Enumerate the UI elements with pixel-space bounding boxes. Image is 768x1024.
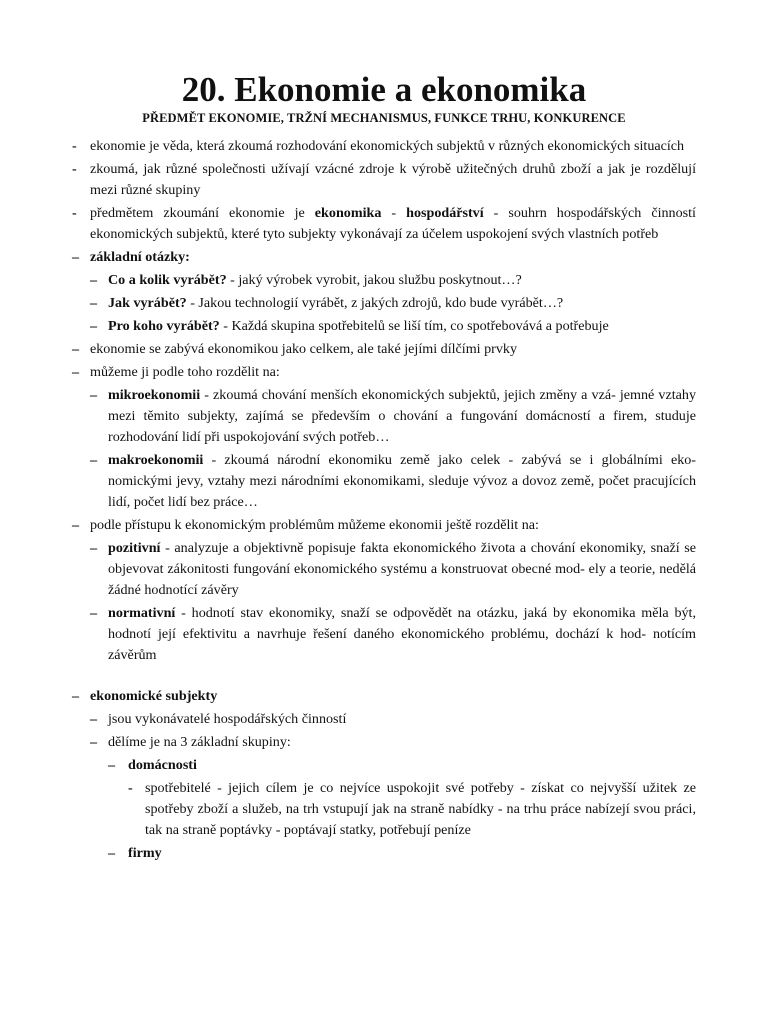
bold-term: mikroekonomii: [108, 387, 201, 403]
item-text: - zkoumá chování menších ekonomických subjektů, jejich změny a vzá- jemné vztahy mezi těmito subjekty, zajímá se především o chování a fungování domácností a firem, studuje rozhodování lidí při uspokojování svých potřeb…: [108, 387, 696, 445]
list-item: [72, 732, 696, 753]
list-item: [72, 247, 696, 268]
bullet-marker: –: [90, 734, 98, 750]
bullet-marker: –: [90, 318, 98, 334]
item-text: - analyzuje a objektivně popisuje fakta ekonomického života a chování ekonomiky, snaží se objevovat zákonitosti fungování ekonomického systému a konstruovat obecné mod- ely a teorie, nedělá žádné hodnotící závěry: [108, 540, 696, 598]
bold-term: hospodářství: [406, 205, 484, 221]
bold-term: ekonomika: [314, 205, 382, 221]
bullet-marker: -: [128, 780, 133, 796]
bold-term: normativní: [108, 605, 176, 621]
bold-term: domácnosti: [128, 757, 197, 773]
item-text: podle přístupu k ekonomickým problémům můžeme ekonomii ještě rozdělit na:: [90, 517, 539, 533]
item-text: - Jakou technologií vyrábět, z jakých zdrojů, kdo bude vyrábět…?: [186, 295, 564, 311]
bullet-marker: -: [72, 205, 77, 221]
item-text: ekonomie je věda, která zkoumá rozhodování ekonomických subjektů v různých ekonomických situacích: [90, 138, 685, 154]
bullet-marker: –: [72, 688, 80, 704]
item-text: dělíme je na 3 základní skupiny:: [108, 734, 291, 750]
bold-term: Pro koho vyrábět?: [108, 318, 220, 334]
bullet-marker: –: [72, 249, 80, 265]
bold-term: Co a kolik vyrábět?: [108, 272, 227, 288]
list-item: [72, 538, 696, 601]
item-text: - jaký výrobek vyrobit, jakou službu poskytnout…?: [226, 272, 522, 288]
list-item: [72, 603, 696, 666]
list-item: [72, 755, 696, 776]
list-item: [72, 709, 696, 730]
list-item: [72, 203, 696, 245]
bullet-marker: –: [90, 387, 98, 403]
bullet-marker: -: [72, 138, 77, 154]
list-item: [72, 316, 696, 337]
bullet-marker: –: [90, 295, 98, 311]
bold-term: ekonomické subjekty: [90, 688, 218, 704]
item-text: jsou vykonávatelé hospodářských činností: [108, 711, 347, 727]
bold-term: Jak vyrábět?: [108, 295, 187, 311]
list-item: [72, 843, 696, 864]
list-item: [72, 293, 696, 314]
bullet-marker: –: [72, 364, 80, 380]
bullet-list: [72, 136, 696, 864]
bold-term: základní otázky:: [90, 249, 190, 265]
bullet-marker: –: [108, 845, 116, 861]
item-text: spotřebitelé - jejich cílem je co nejvíce uspokojit své potřeby - získat co nejvyšší užitek ze spotřeby zboží a služeb, na trh vstupují jak na straně nabídky - na trhu práce nabízejí svou práci, tak na straně poptávky - poptávají statky, potřebují peníze: [145, 780, 696, 838]
list-item: [72, 778, 696, 841]
list-item: [72, 385, 696, 448]
bold-term: firmy: [128, 845, 162, 861]
bold-term: pozitivní: [108, 540, 161, 556]
item-text: zkoumá, jak různé společnosti užívají vzácné zdroje k výrobě užitečných druhů zboží a jak je rozdělují mezi různé skupiny: [90, 161, 696, 198]
list-item: [72, 339, 696, 360]
item-text: můžeme ji podle toho rozdělit na:: [90, 364, 280, 380]
item-text: - hodnotí stav ekonomiky, snaží se odpovědět na otázku, jaká by ekonomika měla být, hodnotí její efektivitu a navrhuje řešení daného ekonomického problému, dochází k hod- notícím závěrům: [108, 605, 696, 663]
item-text: - zkoumá národní ekonomiku země jako celek - zabývá se i globálními eko- nomickými jevy, vztahy mezi národními ekonomikami, sleduje vývoz a dovoz země, počet pracujících lidí, počet lidí bez práce…: [108, 452, 696, 510]
item-text: předmětem zkoumání ekonomie je: [90, 205, 315, 221]
bullet-marker: –: [72, 341, 80, 357]
bullet-marker: –: [90, 711, 98, 727]
list-item: [72, 159, 696, 201]
bullet-marker: -: [72, 161, 77, 177]
page-title: 20. Ekonomie a ekonomika: [181, 70, 587, 109]
item-text: -: [381, 205, 407, 221]
bullet-marker: –: [90, 272, 98, 288]
bold-term: makroekonomii: [108, 452, 204, 468]
item-text: ekonomie se zabývá ekonomikou jako celkem, ale také jejími dílčími prvky: [90, 341, 517, 357]
list-item: [72, 270, 696, 291]
item-text: - Každá skupina spotřebitelů se liší tím, co spotřebovává a potřebuje: [219, 318, 609, 334]
list-item: [72, 515, 696, 536]
section-gap: [72, 668, 696, 686]
page-subtitle: PŘEDMĚT EKONOMIE, TRŽNÍ MECHANISMUS, FUNKCE TRHU, KONKURENCE: [142, 111, 626, 125]
list-item: [72, 450, 696, 513]
item-text: - souhrn hospodářských činností ekonomických subjektů, které tyto subjekty vykonávají za účelem uspokojení svých vlastních potřeb: [90, 205, 696, 242]
bullet-marker: –: [108, 757, 116, 773]
bullet-marker: –: [90, 540, 98, 556]
bullet-marker: –: [72, 517, 80, 533]
list-item: [72, 362, 696, 383]
list-item: [72, 136, 696, 157]
list-item: [72, 686, 696, 707]
bullet-marker: –: [90, 605, 98, 621]
bullet-marker: –: [90, 452, 98, 468]
